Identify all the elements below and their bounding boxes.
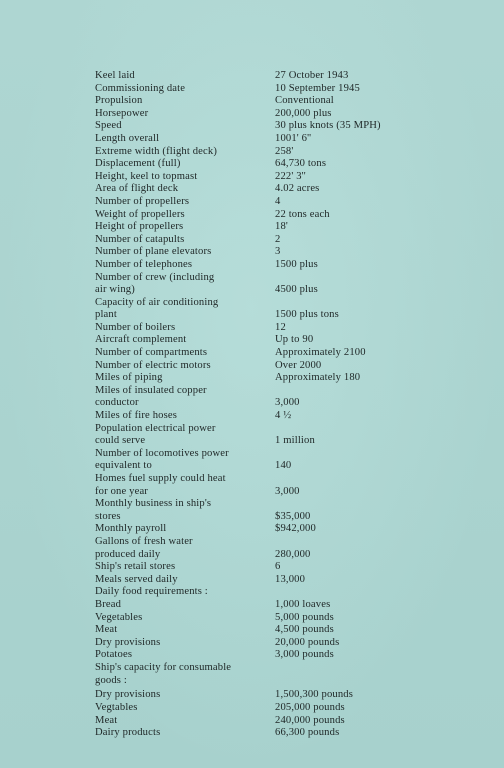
spec-row [95, 599, 395, 612]
spec-value: Approximately 2100 [275, 347, 366, 359]
spec-row [95, 574, 395, 587]
spec-label: Area of flight deck [95, 183, 179, 195]
spec-value [275, 448, 395, 461]
spec-label: Capacity of air conditioning [95, 296, 219, 308]
spec-row [95, 70, 395, 83]
spec-value: 3,000 [275, 397, 300, 409]
spec-value: 30 plus knots (35 MPH) [275, 120, 381, 132]
spec-row [95, 133, 395, 146]
spec-row [95, 259, 395, 272]
spec-value: 3,000 pounds [275, 649, 334, 661]
spec-label: Monthly payroll [95, 523, 167, 535]
spec-value [275, 385, 395, 398]
spec-row [95, 297, 395, 310]
spec-label: Extreme width (flight deck) [95, 145, 218, 157]
spec-value: 1,000 loaves [275, 598, 331, 610]
spec-label: Meat [95, 624, 118, 636]
spec-value: 205,000 pounds [275, 702, 345, 714]
spec-value: 5,000 pounds [275, 611, 334, 623]
spec-row [95, 473, 395, 486]
spec-value: 1500 plus tons [275, 309, 339, 321]
spec-value: Up to 90 [275, 334, 314, 346]
spec-row [95, 146, 395, 159]
ship-specifications-table [95, 70, 395, 740]
spec-value [275, 662, 395, 675]
spec-value [275, 473, 395, 486]
spec-label: Number of compartments [95, 347, 208, 359]
spec-row [95, 423, 395, 436]
spec-row [95, 234, 395, 247]
spec-row [95, 549, 395, 562]
spec-row [95, 196, 395, 209]
spec-label: Ship's capacity for consumable [95, 661, 232, 673]
spec-row [95, 612, 395, 625]
spec-label: Meals served daily [95, 573, 178, 585]
spec-row [95, 536, 395, 549]
spec-row [95, 372, 395, 385]
spec-label: Homes fuel supply could heat [95, 473, 226, 484]
spec-label: for one year [95, 485, 148, 497]
spec-label: Height, keel to topmast [95, 170, 198, 182]
spec-value: 1001' 6'' [275, 132, 312, 144]
spec-row [95, 334, 395, 347]
spec-label: Height of propellers [95, 221, 184, 233]
spec-row [95, 95, 395, 108]
spec-row [95, 702, 395, 715]
spec-value: 4,500 pounds [275, 624, 334, 636]
spec-value: $35,000 [275, 510, 311, 522]
spec-label: Gallons of fresh water [95, 535, 193, 547]
spec-row [95, 322, 395, 335]
spec-label: Ship's retail stores [95, 561, 176, 573]
spec-label: Aircraft complement [95, 334, 187, 346]
spec-value [275, 498, 395, 511]
spec-row [95, 221, 395, 234]
spec-label: plant [95, 309, 117, 321]
spec-value: 1 million [275, 435, 315, 447]
spec-label: Weight of propellers [95, 208, 185, 220]
spec-label: produced daily [95, 548, 161, 560]
spec-value: 4.02 acres [275, 183, 320, 195]
spec-label: Vegetables [95, 611, 143, 623]
spec-label: Propulsion [95, 95, 143, 107]
spec-value: Approximately 180 [275, 372, 361, 384]
spec-row [95, 108, 395, 121]
spec-value: 18' [275, 221, 288, 233]
spec-label: Daily food requirements : [95, 586, 208, 598]
spec-row [95, 624, 395, 637]
spec-row [95, 120, 395, 133]
spec-value [275, 423, 395, 436]
spec-label: equivalent to [95, 460, 152, 472]
spec-value: 6 [275, 561, 281, 573]
spec-label: stores [95, 510, 121, 522]
spec-label: Commissioning date [95, 82, 186, 94]
spec-value: 12 [275, 321, 286, 333]
spec-value: 222' 3'' [275, 170, 306, 182]
spec-row [95, 410, 395, 423]
spec-row [95, 284, 395, 297]
spec-value: 3 [275, 246, 281, 258]
spec-label: air wing) [95, 284, 135, 296]
spec-label: Number of electric motors [95, 359, 211, 371]
spec-row [95, 460, 395, 473]
spec-row [95, 272, 395, 285]
spec-value [275, 297, 395, 310]
spec-label: goods : [95, 674, 127, 686]
spec-value: Over 2000 [275, 359, 322, 371]
spec-value: 3,000 [275, 485, 300, 497]
spec-label: Number of boilers [95, 321, 176, 333]
spec-value: 64,730 tons [275, 158, 327, 170]
spec-label: Dry provisions [95, 689, 161, 701]
spec-label: Miles of piping [95, 372, 163, 384]
spec-value [275, 536, 395, 549]
spec-label: Number of locomotives power [95, 447, 229, 459]
spec-label: could serve [95, 435, 146, 447]
spec-value: Conventional [275, 95, 334, 107]
spec-value: 200,000 plus [275, 107, 332, 119]
spec-row [95, 523, 395, 536]
spec-label: Potatoes [95, 649, 133, 661]
spec-row [95, 662, 395, 675]
spec-value: $942,000 [275, 523, 316, 535]
spec-label: conductor [95, 397, 139, 409]
spec-value: 1500 plus [275, 258, 318, 270]
spec-value: 20,000 pounds [275, 636, 340, 648]
spec-row [95, 675, 395, 688]
spec-label: Number of plane elevators [95, 246, 212, 258]
spec-label: Meat [95, 714, 118, 726]
spec-label: Number of catapults [95, 233, 185, 245]
spec-value: 258' [275, 145, 294, 157]
spec-row [95, 649, 395, 662]
spec-label: Keel laid [95, 70, 135, 81]
spec-label: Dairy products [95, 727, 161, 739]
spec-value: 4500 plus [275, 284, 318, 296]
spec-row [95, 158, 395, 171]
spec-label: Number of crew (including [95, 271, 215, 283]
spec-row [95, 498, 395, 511]
spec-value: 240,000 pounds [275, 714, 345, 726]
spec-label: Displacement (full) [95, 158, 181, 170]
spec-label: Number of telephones [95, 258, 193, 270]
spec-row [95, 689, 395, 702]
spec-row [95, 360, 395, 373]
spec-label: Number of propellers [95, 195, 190, 207]
spec-value: 13,000 [275, 573, 306, 585]
spec-value [275, 272, 395, 285]
spec-value [275, 675, 395, 688]
spec-value: 1,500,300 pounds [275, 689, 354, 701]
spec-value: 280,000 [275, 548, 311, 560]
spec-row [95, 561, 395, 574]
spec-value: 4 ½ [275, 410, 292, 422]
spec-row [95, 385, 395, 398]
spec-label: Bread [95, 598, 122, 610]
spec-row [95, 209, 395, 222]
spec-label: Speed [95, 120, 122, 132]
spec-value [275, 586, 395, 599]
spec-row [95, 637, 395, 650]
spec-value: 140 [275, 460, 292, 472]
spec-row [95, 511, 395, 524]
spec-label: Vegtables [95, 702, 138, 714]
spec-row [95, 171, 395, 184]
spec-row [95, 435, 395, 448]
spec-label: Monthly business in ship's [95, 498, 212, 510]
spec-row [95, 448, 395, 461]
spec-value: 4 [275, 195, 281, 207]
spec-value: 10 September 1945 [275, 82, 360, 94]
spec-value: 66,300 pounds [275, 727, 340, 739]
spec-row [95, 727, 395, 740]
spec-label: Dry provisions [95, 636, 161, 648]
spec-value: 2 [275, 233, 281, 245]
spec-value: 27 October 1943 [275, 70, 349, 81]
spec-label: Horsepower [95, 107, 149, 119]
spec-row [95, 486, 395, 499]
spec-row [95, 715, 395, 728]
spec-row [95, 347, 395, 360]
spec-label: Miles of insulated copper [95, 384, 207, 396]
spec-row [95, 83, 395, 96]
spec-row [95, 309, 395, 322]
spec-row [95, 246, 395, 259]
spec-label: Miles of fire hoses [95, 410, 177, 422]
spec-row [95, 183, 395, 196]
spec-label: Population electrical power [95, 422, 216, 434]
spec-label: Length overall [95, 132, 160, 144]
spec-value: 22 tons each [275, 208, 330, 220]
spec-row [95, 586, 395, 599]
spec-row [95, 397, 395, 410]
